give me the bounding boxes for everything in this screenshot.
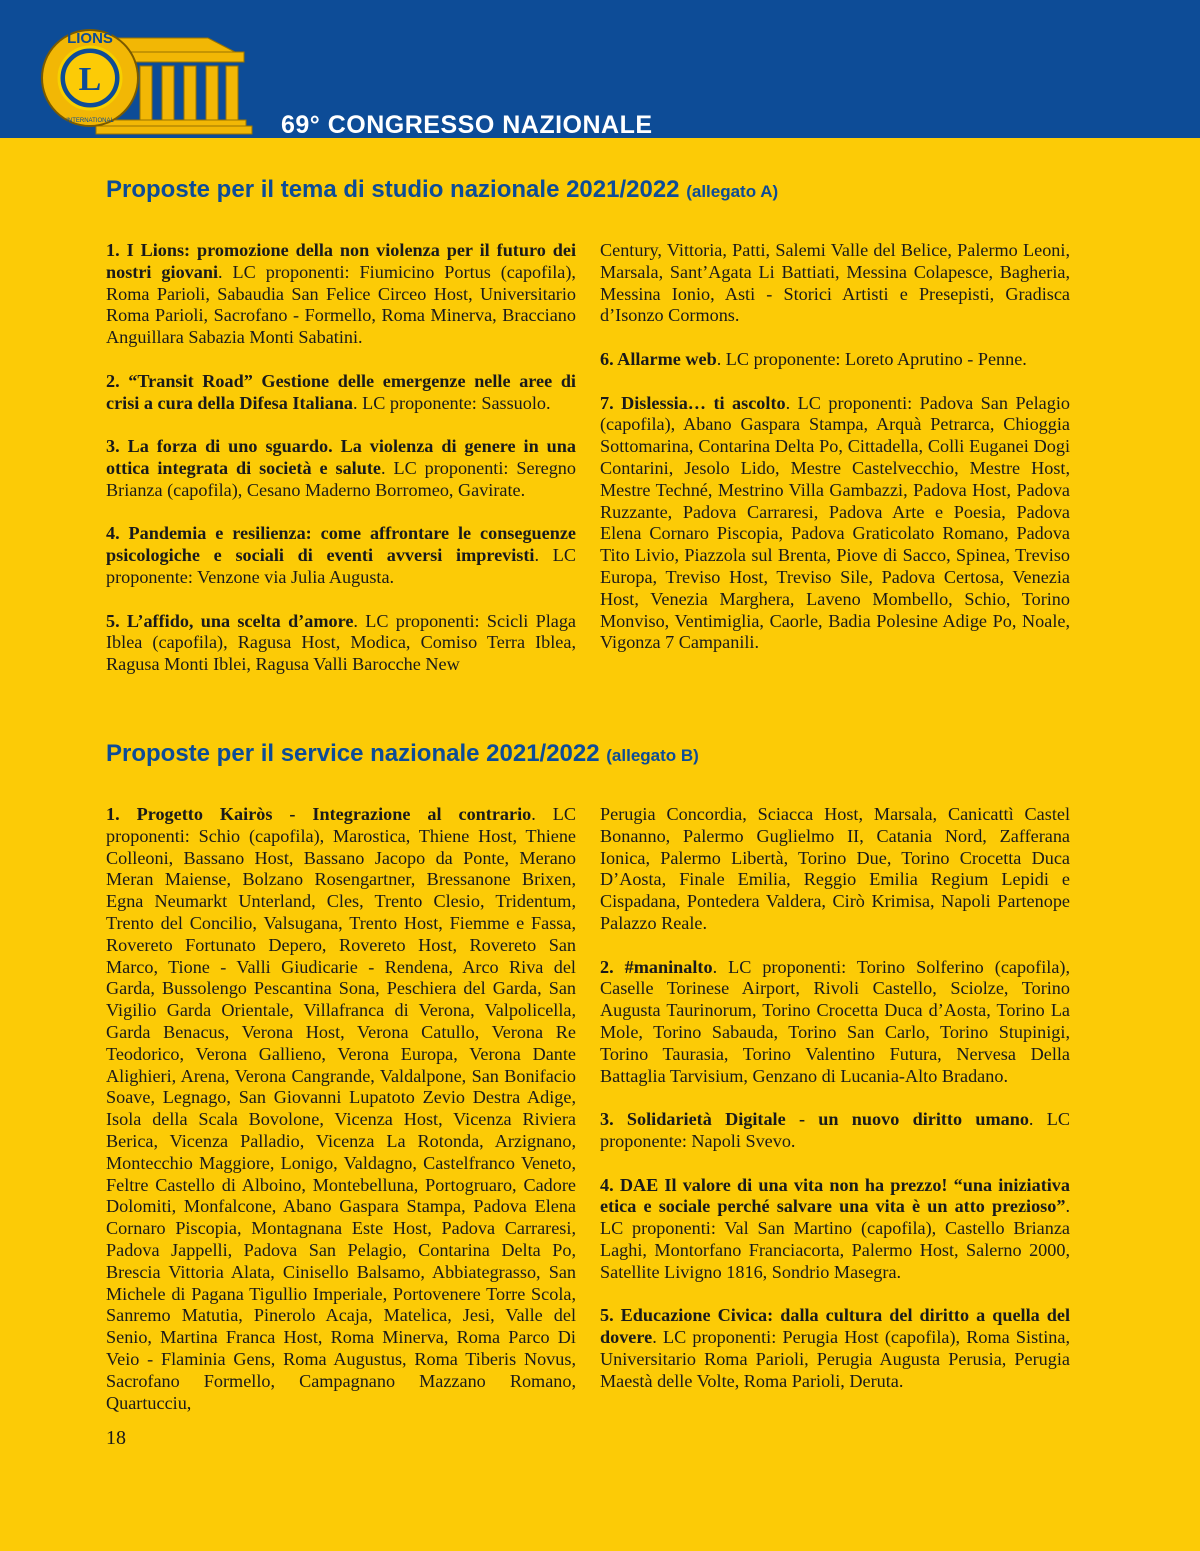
paragraph-item — [600, 393, 1070, 655]
item-heading: 1. Progetto Kairòs - Integrazione al contrario — [106, 804, 532, 824]
page-number: 18 — [106, 1427, 126, 1449]
lions-emblem-icon — [42, 30, 138, 126]
item-text: . LC proponenti: Perugia Host (capofila), Roma Sistina, Universitario Roma Parioli, Perugia Augusta Perusia, Perugia Maestà delle Volte, Roma Parioli, Deruta. — [600, 1327, 1070, 1391]
paragraph-item — [600, 1175, 1070, 1284]
paragraph-item — [106, 436, 576, 501]
item-text: . LC proponenti: Schio (capofila), Marostica, Thiene Host, Thiene Colleoni, Bassano Host, Bassano Jacopo da Ponte, Merano Meran Maiense, Bolzano Rosengartner, Bressanone Brixen, Egna Neumarkt Unterland, Cles, Trento Clesio, Tridentum, Trento del Concilio, Valsugana, Trento Host, Fiemme e Fassa, Rovereto Fortunato Depero, Rovereto Host, Rovereto San Marco, Tione - Valli Giudicarie - Rendena, Arco Riva del Garda, Bussolengo Pescantina Sona, Peschiera del Garda, San Vigilio Garda Orientale, Villafranca di Verona, Valpolicella, Garda Benacus, Verona Host, Verona Catullo, Verona Re Teodorico, Verona Gallieno, Verona Europa, Verona Dante Alighieri, Arena, Verona Cangrande, Valdalpone, San Bonifacio Soave, Legnago, San Giovanni Lupatoto Zevio Destra Adige, Isola della Scala Bovolone, Vicenza Host, Vicenza Riviera Berica, Vicenza Palladio, Vicenza La Rotonda, Arzignano, Montecchio Maggiore, Lonigo, Valdagno, Castelfranco Veneto, Feltre Castello di Alboino, Montebelluna, Portogruaro, Cadore Dolomiti, Monfalcone, Abano Gaspara Stampa, Padova Elena Cornaro Piscopia, Montagnana Este Host, Padova Carraresi, Padova Jappelli, Padova San Pelagio, Contarina Delta Po, Brescia Vittoria Alata, Cinisello Balsamo, Abbiategrasso, San Michele di Pagana Tigullio Imperiale, Portovenere Torre Scola, Sanremo Matutia, Pinerolo Acaja, Matelica, Jesi, Valle del Senio, Martina Franca Host, Roma Minerva, Roma Parco Di Veio - Flaminia Gens, Roma Augustus, Roma Tiberis Novus, Sacrofano Formello, Campagnano Mazzano Romano, Quartucciu, — [106, 804, 576, 1413]
paragraph-item — [600, 349, 1070, 371]
item-text: . LC proponente: Napoli Svevo. — [600, 1109, 1070, 1151]
section-b-annex: (allegato B) — [606, 746, 699, 765]
section-b-left-column — [106, 804, 576, 1436]
paragraph-item — [600, 240, 1070, 327]
item-text: . LC proponenti: Scicli Plaga Iblea (capofila), Ragusa Host, Modica, Comiso Terra Iblea, Ragusa Monti Iblei, Ragusa Valli Barocche New — [106, 610, 576, 675]
paragraph-item — [106, 611, 576, 676]
item-text: Century, Vittoria, Patti, Salemi Valle del Belice, Palermo Leoni, Marsala, Sant’Agata Li Battiati, Messina Colapesce, Bagheria, Messina Ionio, Asti - Storici Artisti e Presepisti, Gradisca d’Isonzo Cormons. — [600, 240, 1070, 326]
item-text: . LC proponenti: Torino Solferino (capofila), Caselle Torinese Airport, Rivoli Castello, Sciolze, Torino Augusta Taurinorum, Torino Crocetta Duca d’Aosta, Torino La Mole, Torino Sabauda, Torino San Carlo, Torino Stupinigi, Torino Taurasia, Torino Valentino Futura, Nervesa Della Battaglia Tarvisium, Genzano di Lucania-Alto Bradano. — [600, 956, 1070, 1086]
section-a-annex: (allegato A) — [686, 182, 779, 201]
item-text: . LC proponente: Venzone via Julia Augusta. — [106, 545, 576, 587]
item-heading: 4. DAE Il valore di una vita non ha prezzo! “una iniziativa etica e sociale perché salvare una vita è un atto prezioso” — [600, 1174, 1070, 1217]
item-heading: 6. Allarme web — [600, 348, 717, 369]
paragraph-item — [600, 957, 1070, 1088]
item-heading: 3. La forza di uno sguardo. La violenza di genere in una ottica integrata di società e salute — [106, 436, 576, 478]
paragraph-item — [600, 1109, 1070, 1153]
item-heading: 5. Educazione Civica: dalla cultura del diritto a quella del dovere — [600, 1305, 1070, 1348]
item-text: . LC proponenti: Fiumicino Portus (capofila), Roma Parioli, Sabaudia San Felice Circeo Host, Universitario Roma Parioli, Sacrofano - Formello, Roma Minerva, Bracciano Anguillara Sabazia Monti Sabatini. — [106, 261, 576, 348]
item-text: . LC proponente: Loreto Aprutino - Penne. — [716, 348, 1027, 369]
item-heading: 1. I Lions: promozione della non violenza per il futuro dei nostri giovani — [106, 240, 576, 282]
item-text: . LC proponente: Sassuolo. — [353, 392, 551, 413]
lions-logo — [40, 18, 280, 138]
paragraph-item — [106, 240, 576, 349]
item-heading: 3. Solidarietà Digitale - un nuovo diritto umano — [600, 1109, 1029, 1130]
paragraph-item — [106, 523, 576, 588]
item-heading: 7. Dislessia… ti ascolto — [600, 392, 786, 413]
item-text: . LC proponenti: Seregno Brianza (capofila), Cesano Maderno Borromeo, Gavirate. — [106, 457, 576, 500]
section-b-title-text: Proposte per il service nazionale 2021/2022 — [106, 740, 600, 767]
item-text: . LC proponenti: Val San Martino (capofila), Castello Brianza Laghi, Montorfano Franciacorta, Palermo Host, Salerno 2000, Satellite Livigno 1816, Sondrio Masegra. — [600, 1196, 1070, 1282]
item-heading: 5. L’affido, una scelta d’amore — [106, 610, 354, 631]
section-b-title — [106, 740, 699, 768]
section-a-title-text: Proposte per il tema di studio nazionale 2021/2022 — [106, 176, 680, 203]
svg-text:LIONS: LIONS — [67, 30, 113, 47]
item-text: . LC proponenti: Padova San Pelagio (capofila), Abano Gaspara Stampa, Arquà Petrarca, Chioggia Sottomarina, Contarina Delta Po, Cittadella, Colli Euganei Dogi Contarini, Jesolo Lido, Mestre Castelvecchio, Mestre Host, Mestre Techné, Mestrino Villa Gambazzi, Padova Host, Padova Ruzzante, Padova Carraresi, Padova Arte e Poesia, Padova Elena Cornaro Piscopia, Padova Graticolato Romano, Padova Tito Livio, Piazzola sul Brenta, Piove di Sacco, Spinea, Treviso Europa, Treviso Host, Treviso Sile, Padova Certosa, Venezia Host, Venezia Marghera, Laveno Mombello, Schio, Torino Monviso, Ventimiglia, Caorle, Badia Polesine Adige Po, Noale, Vigonza 7 Campanili. — [600, 392, 1070, 653]
paragraph-item — [106, 371, 576, 415]
item-heading: 4. Pandemia e resilienza: come affrontare le conseguenze psicologiche e sociali di eventi avversi imprevisti — [106, 523, 576, 566]
item-heading: 2. “Transit Road” Gestione delle emergenze nelle aree di crisi a cura della Difesa Italiana — [106, 370, 576, 413]
section-a-title — [106, 176, 778, 204]
section-a-left-column — [106, 240, 576, 698]
paragraph-item — [600, 804, 1070, 935]
section-a-right-column — [600, 240, 1070, 676]
congress-title: 69° CONGRESSO NAZIONALE — [281, 111, 653, 139]
item-heading: 2. #maninalto — [600, 956, 713, 977]
paragraph-item — [106, 804, 576, 1414]
svg-text:L: L — [78, 61, 102, 98]
item-text: Perugia Concordia, Sciacca Host, Marsala, Canicattì Castel Bonanno, Palermo Guglielmo II, Catania Nord, Zafferana Ionica, Palermo Libertà, Torino Due, Torino Crocetta Duca D’Aosta, Finale Emilia, Reggio Emilia Regium Lepidi e Cispadana, Pontedera Valdera, Cirò Krimisa, Napoli Partenope Palazzo Reale. — [600, 804, 1070, 933]
svg-text:INTERNATIONAL: INTERNATIONAL — [66, 118, 114, 124]
paragraph-item — [600, 1305, 1070, 1392]
section-b-right-column — [600, 804, 1070, 1414]
